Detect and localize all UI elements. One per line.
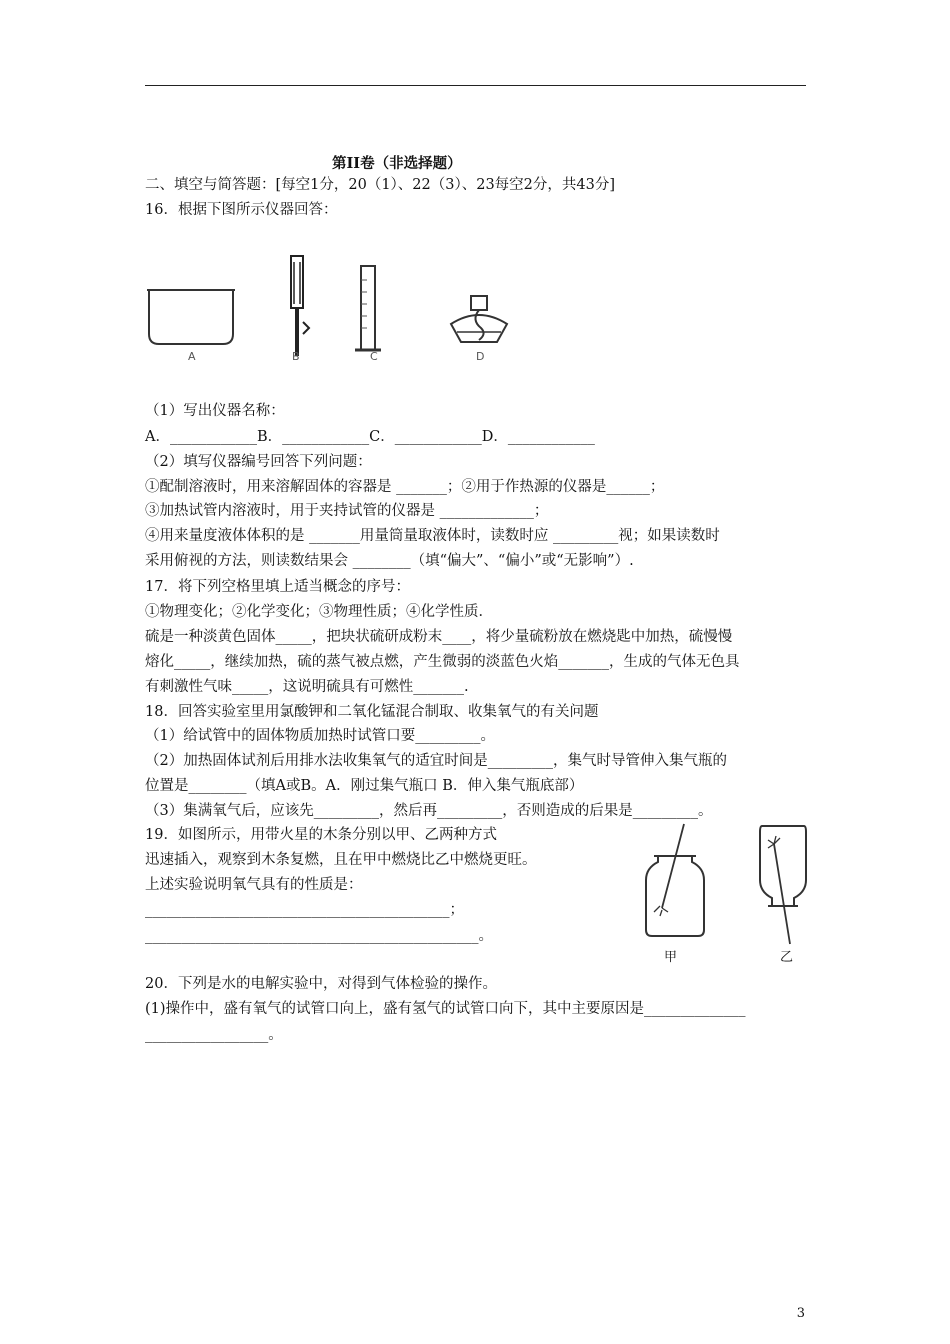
q16-line4: 采用俯视的方法，则读数结果会 ________（填“偏大”、“偏小”或“无影响”）. (145, 553, 634, 569)
figure-label-a: A (188, 350, 196, 363)
figure-label-b: B (292, 350, 300, 363)
q17-line2: 熔化_____，继续加热，硫的蒸气被点燃，产生微弱的淡蓝色火焰_______，生成的气体无色具 (145, 654, 740, 670)
beaker-icon (147, 290, 235, 344)
q17-line3: 有刺激性气味_____，这说明硫具有可燃性_______. (145, 679, 469, 695)
q16-stem: 16．根据下图所示仪器回答： (145, 202, 338, 218)
q16-line2: ③加热试管内溶液时，用于夹持试管的仪器是 _____________； (145, 503, 549, 519)
q17-line1: 硫是一种淡黄色固体_____，把块状硫研成粉末____，将少量硫粉放在燃烧匙中加热，硫慢慢 (145, 629, 733, 645)
alcohol-lamp-icon (451, 296, 507, 342)
q16-part2: （2）填写仪器编号回答下列问题： (145, 454, 372, 470)
q16-part1: （1）写出仪器名称： (145, 403, 285, 419)
figure-label-d: D (476, 350, 485, 363)
q18-line1: （1）给试管中的固体物质加热时试管口要_________。 (145, 728, 495, 744)
section-intro: 二、填空与简答题：[每空1分，20（1）、22（3）、23每空2分，共43分] (145, 177, 616, 193)
page-number: 3 (796, 1306, 805, 1321)
q18-line2: （2）加热固体试剂后用排水法收集氧气的适宜时间是_________，集气时导管伸入集气瓶的 (145, 753, 727, 769)
q20-stem: 20．下列是水的电解实验中，对得到气体检验的操作。 (145, 976, 497, 992)
q20-line1: (1)操作中，盛有氧气的试管口向上，盛有氢气的试管口向下，其中主要原因是______________ (145, 1001, 746, 1017)
q17-stem: 17．将下列空格里填上适当概念的序号： (145, 579, 410, 595)
q18-line3: 位置是________（填A或B。A．刚过集气瓶口 B．伸入集气瓶底部） (145, 778, 584, 794)
inverted-bottle-icon (760, 826, 806, 944)
q19-line3: 上述实验说明氧气具有的性质是： (145, 877, 363, 893)
figure-label-jia: 甲 (664, 950, 678, 965)
q16-line3: ④用来量度液体体积的是 _______用量筒量取液体时，读数时应 _________视；如果读数时 (145, 528, 720, 544)
q16-part1-blanks: A．____________B．____________C．____________D．____________ (145, 429, 595, 445)
q17-options: ①物理变化；②化学变化；③物理性质；④化学性质． (145, 604, 493, 620)
q18-line4: （3）集满氧气后，应该先_________，然后再_________，否则造成的后果是_________。 (145, 803, 713, 819)
figure-label-yi: 乙 (780, 950, 794, 965)
q16-instrument-figure (145, 250, 525, 380)
q19-line5: ______________________________________________。 (145, 928, 493, 944)
section-title: 第II卷（非选择题） (332, 155, 462, 172)
q19-line1: 19．如图所示，用带火星的木条分别以甲、乙两种方式 (145, 827, 497, 843)
graduated-cylinder-icon (355, 266, 381, 350)
q19-line4: __________________________________________； (145, 902, 464, 918)
header-rule (145, 85, 806, 86)
q18-stem: 18．回答实验室里用氯酸钾和二氧化锰混合制取、收集氧气的有关问题 (145, 704, 599, 720)
upright-bottle-icon (646, 824, 704, 936)
q20-line2: _________________。 (145, 1027, 283, 1043)
test-tube-holder-icon (291, 256, 309, 356)
q19-line2: 迅速插入，观察到木条复燃，且在甲中燃烧比乙中燃烧更旺。 (145, 852, 537, 868)
q19-gas-bottle-figure (640, 822, 815, 952)
figure-label-c: C (370, 350, 378, 363)
q16-line1: ①配制溶液时，用来溶解固体的容器是 _______；②用于作热源的仪器是______； (145, 479, 665, 495)
